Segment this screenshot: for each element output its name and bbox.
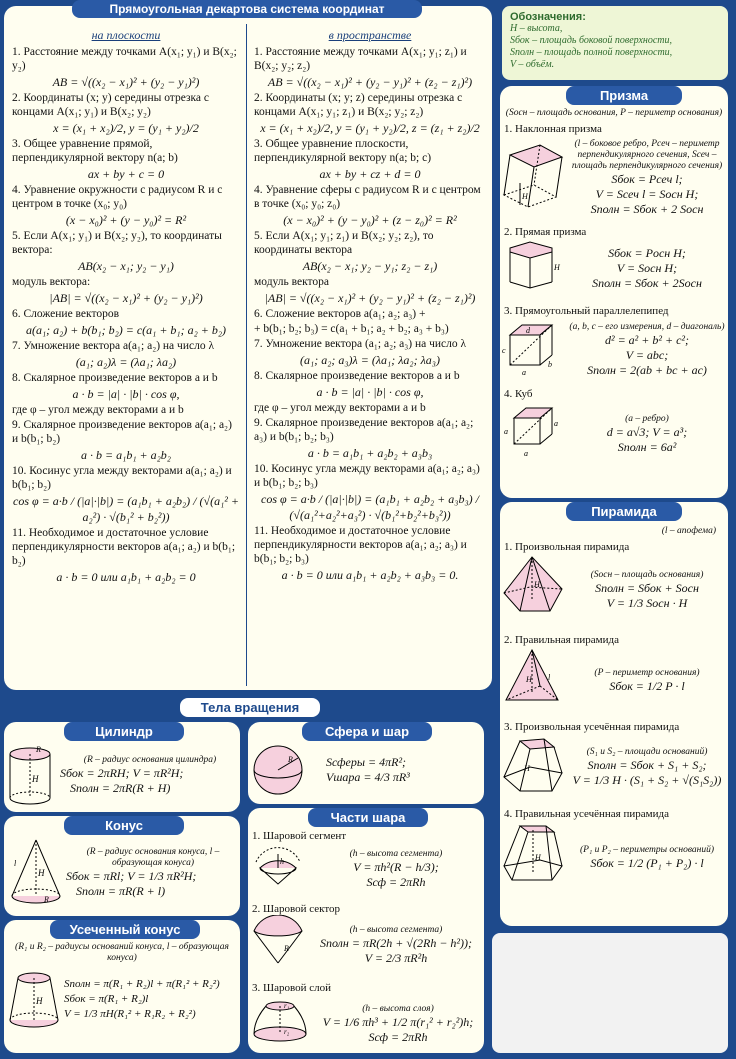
prism-item-note: (a, b, c – его измерения, d – диагональ) (569, 321, 725, 332)
svg-text:R: R (288, 755, 293, 764)
sphere-title: Сфера и шар (302, 722, 432, 741)
svg-text:H: H (38, 868, 45, 878)
formula: a · b = a₁b₁ + a₂b₂ + a₃b₃ (307, 446, 433, 460)
formula: AB(x₂ − x₁; y₂ − y₁; z₂ − z₁) (302, 259, 438, 273)
prism-item-name: 4. Куб (504, 388, 533, 400)
parts-formula: Sсф = 2πRh (368, 1030, 428, 1044)
prism-formula: Sполн = 2(ab + bc + ac) (587, 362, 707, 377)
formula-heading: 4. Уравнение сферы с радиусом R и с центром в точке (x₀; y₀; z₀) (254, 184, 481, 210)
svg-text:H: H (32, 774, 39, 784)
frustum-figure (4, 964, 64, 1034)
parts-figure (248, 994, 312, 1053)
formula-heading: 1. Расстояние между точками A(x₁; y₁) и B(x₂; y₂) (12, 46, 237, 72)
svg-text:R: R (44, 895, 49, 904)
pyramid-item-name: 2. Правильная пирамида (504, 634, 619, 646)
pyramid-figure (500, 733, 566, 802)
legend-line: Sполн – площадь полной поверхности, (510, 47, 673, 58)
pyramid-list (500, 541, 728, 895)
svg-text:l: l (14, 859, 17, 868)
plane-formula-list (12, 45, 240, 585)
pyramid-item-note: (Sосн – площадь основания) (590, 570, 704, 580)
formula: x = (x₁ + x₂)/2, y = (y₁ + y₂)/2, z = (z₁ + z₂)/2 (260, 121, 480, 135)
prism-item-note: (a – ребро) (625, 414, 669, 424)
formula-heading: 2. Координаты (x; y) середины отрезка с концами A(x₁; y₁) и B(x₂; y₂) (12, 92, 210, 118)
formula-heading: 9. Скалярное произведение векторов a(a₁; a₂; a₃) и b(b₁; b₂; b₃) (254, 417, 474, 443)
pyramid-item-note: (P – периметр основания) (594, 667, 700, 678)
formula: ax + by + c = 0 (87, 167, 165, 181)
parts-formula: V = 2/3 πR²h (364, 951, 428, 965)
formula: AB(x₂ − x₁; y₂ − y₁) (78, 259, 174, 273)
frustum-formula: Sбок = π(R₁ + R₂)l (64, 992, 149, 1005)
prism-formula: V = Sосн H; (616, 261, 678, 275)
formula-heading: 11. Необходимое и достаточное условие перпендикулярности векторов a(a₁; a₂) и b(b₁; b₂) (12, 527, 236, 567)
formula: a(a₁; a₂) + b(b₁; b₂) = c(a₁ + b₁; a₂ + b₂) (25, 323, 227, 337)
formula: (x − x₀)² + (y − y₀)² = R² (65, 213, 187, 227)
formula: AB = √((x₂ − x₁)² + (y₂ − y₁)²) (52, 75, 200, 89)
svg-text:H: H (534, 580, 540, 589)
formula: a · b = |a| · |b| · cos φ, (316, 385, 424, 399)
parts-item-name: 3. Шаровой слой (252, 982, 331, 994)
parts-item-name: 1. Шаровой сегмент (252, 830, 347, 842)
formula: cos φ = a·b / (|a|·|b|) = (a₁b₁ + a₂b₂) / (√(a₁² + a₂²) · √(b₁² + b₂²)) (13, 494, 239, 524)
cone-title: Конус (64, 816, 184, 835)
prism-list (500, 123, 728, 469)
legend-line: H – высота, (510, 23, 563, 34)
formula: |AB| = √((x₂ − x₁)² + (y₂ − y₁)² + (z₂ − z₁)²) (264, 291, 476, 305)
formula-heading: 8. Скалярное произведение векторов a и b (12, 372, 218, 384)
space-formula-list (254, 45, 486, 583)
svg-text:l: l (548, 673, 551, 682)
frustum-formula: Sполн = π(R₁ + R₂)l + π(R₁² + R₂²) (64, 977, 220, 990)
prism-formula: d² = a² + b² + c²; (604, 332, 689, 347)
svg-text:a: a (524, 449, 528, 458)
pyramid-item-note: (P₁ и P₂ – периметры оснований) (579, 844, 715, 855)
parts-formula: V = πh²(R − h/3); (353, 860, 439, 874)
formula-heading: 6. Сложение векторов (12, 308, 120, 320)
prism-figure (500, 400, 566, 469)
formula-heading: 7. Умножение вектора a(a₁; a₂) на число λ (12, 340, 215, 352)
formula-heading: 2. Координаты (x; y; z) середины отрезка с концами A(x₁; y₁; z₁) и B(x₂; y₂; z₂) (254, 92, 463, 118)
parts-list (248, 830, 484, 1053)
prism-item-name: 3. Прямоугольный параллелепипед (504, 305, 669, 317)
svg-text:a: a (522, 368, 526, 377)
svg-text:H: H (522, 192, 528, 201)
rotation-title: Тела вращения (180, 698, 320, 717)
svg-text:H: H (554, 263, 560, 272)
pyramid-item-note: (S₁ и S₂ – площади оснований) (586, 747, 708, 757)
prism-note: (Sосн – площадь основания, P – периметр основания) (505, 108, 723, 118)
page-title: Прямоугольная декартова система координат (72, 0, 422, 18)
formula: a · b = |a| · |b| · cos φ, (72, 387, 180, 401)
svg-text:R: R (284, 944, 289, 953)
sphere-formula: Sсферы = 4πR²; (326, 755, 407, 769)
frustum-panel (4, 920, 240, 1053)
pyramid-item (500, 721, 728, 802)
prism-formula: V = abc; (625, 347, 669, 362)
formula-heading: 11. Необходимое и достаточное условие перпендикулярности векторов a(a₁; a₂; a₃) и b(b₁; b₂; b₃) (254, 525, 467, 565)
svg-text:R: R (36, 745, 41, 754)
cone-formula: Sполн = πR(R + l) (76, 884, 166, 898)
prism-item (500, 305, 728, 382)
cone-formula: Sбок = πRl; V = 1/3 πR²H; (66, 869, 197, 883)
formula-heading: 10. Косинус угла между векторами a(a₁; a₂; a₃) и b(b₁; b₂; b₃) (254, 463, 480, 489)
formula-heading: 5. Если A(x₁; y₁; z₁) и B(x₂; y₂; z₂), то координаты вектора (254, 230, 434, 256)
parts-item-note: (h – высота сегмента) (349, 925, 443, 935)
prism-formula: Sполн = 6a² (617, 440, 677, 454)
parts-item (248, 903, 484, 976)
pyramid-formula: V = 1/3 Sосн · H (606, 596, 688, 610)
formula-heading: 3. Общее уравнение плоскости, перпендикулярной вектору n(a; b; c) (254, 138, 432, 164)
pyramid-note: (l – апофема) (661, 526, 716, 536)
pyramid-item (500, 808, 728, 895)
formula-heading: 10. Косинус угла между векторами a(a₁; a₂) и b(b₁; b₂) (12, 465, 232, 491)
formula: a · b = a₁b₁ + a₂b₂ (81, 448, 171, 462)
coordinates-panel (4, 6, 492, 690)
pyramid-item (500, 634, 728, 715)
pyramid-formula: Sполн = Sбок + Sосн (595, 581, 699, 595)
formula-heading: 5. Если A(x₁; y₁) и B(x₂; y₂), то координаты вектора: (12, 230, 222, 256)
svg-text:r₂: r₂ (284, 1028, 290, 1036)
svg-text:H: H (36, 996, 43, 1006)
cone-note: (R – радиус основания конуса, l – образующая конуса) (86, 847, 220, 868)
parts-item (248, 982, 484, 1053)
pyramid-figure (500, 820, 566, 895)
prism-figure (500, 135, 566, 220)
plane-subtitle: на плоскости (91, 28, 161, 42)
frustum-formula: V = 1/3 πH(R₁² + R₁R₂ + R₂²) (64, 1007, 196, 1020)
prism-item (500, 123, 728, 220)
pyramid-item-name: 3. Произвольная усечённая пирамида (504, 721, 680, 733)
cylinder-formula: Sбок = 2πRH; V = πR²H; (60, 765, 184, 780)
pyramid-item-name: 4. Правильная усечённая пирамида (504, 808, 669, 820)
formula: x = (x₁ + x₂)/2, y = (y₁ + y₂)/2 (53, 121, 199, 135)
pyramid-formula: Sбок = 1/2 P · l (609, 678, 685, 693)
formula-heading: модуль вектора: (12, 276, 91, 288)
formula-heading: 1. Расстояние между точками A(x₁; y₁; z₁) и B(x₂; y₂; z₂) (254, 46, 467, 72)
empty-panel (492, 933, 728, 1053)
formula: |AB| = √((x₂ − x₁)² + (y₂ − y₁)²) (49, 291, 203, 305)
cylinder-formula: Sполн = 2πR(R + H) (70, 780, 171, 795)
formula-heading: 8. Скалярное произведение векторов a и b (254, 370, 460, 382)
pyramid-item-name: 1. Произвольная пирамида (504, 541, 630, 553)
prism-formula: d = a√3; V = a³; (606, 425, 688, 439)
pyramid-formula: Sбок = 1/2 (P₁ + P₂) · l (590, 855, 704, 870)
space-column (254, 26, 486, 584)
prism-figure (500, 317, 566, 382)
svg-text:d: d (526, 326, 530, 335)
formula-heading: 4. Уравнение окружности с радиусом R и с центром в точке (x₀; y₀) (12, 184, 223, 210)
cylinder-figure (4, 742, 60, 808)
prism-formula: Sполн = Sбок + 2Sосн (592, 276, 702, 290)
formula-heading: 3. Общее уравнение прямой, перпендикулярной вектору n(a; b) (12, 138, 178, 164)
formula: AB = √((x₂ − x₁)² + (y₂ − y₁)² + (z₂ − z₁)²) (267, 75, 473, 89)
pyramid-figure (500, 553, 566, 628)
prism-item (500, 388, 728, 469)
parts-figure (248, 842, 308, 897)
prism-item-name: 2. Прямая призма (504, 226, 587, 238)
sphere-formula: Vшара = 4/3 πR³ (326, 770, 410, 784)
plane-column (12, 26, 240, 586)
parts-item-note: (h – высота сегмента) (349, 849, 443, 859)
pyramid-figure (500, 646, 566, 715)
parts-item-name: 2. Шаровой сектор (252, 903, 340, 915)
pyramid-title: Пирамида (566, 502, 682, 521)
svg-text:H: H (526, 675, 532, 684)
prism-formula: V = Sсеч l = Sосн H; (595, 186, 699, 201)
pyramid-formula: Sполн = Sбок + S₁ + S₂; (587, 758, 707, 772)
prism-item-name: 1. Наклонная призма (504, 123, 602, 135)
formula: (x − x₀)² + (y − y₀)² + (z − z₀)² = R² (283, 213, 457, 227)
formula: ax + by + cz + d = 0 (319, 167, 421, 181)
formula-heading: 6. Сложение векторов a(a₁; a₂; a₃) + (254, 308, 426, 320)
parts-panel (248, 808, 484, 1053)
space-subtitle: в пространстве (328, 28, 412, 42)
svg-text:r₁: r₁ (284, 1002, 290, 1010)
prism-figure (500, 238, 566, 299)
formula: a · b = 0 или a₁b₁ + a₂b₂ + a₃b₃ = 0. (281, 568, 459, 582)
legend-heading: Обозначения: (510, 11, 586, 23)
legend-line: Sбок – площадь боковой поверхности, (510, 35, 673, 46)
parts-formula: V = 1/6 πh³ + 1/2 π(r₁² + r₂²)h; (322, 1015, 474, 1029)
formula: a · b = 0 или a₁b₁ + a₂b₂ = 0 (56, 570, 196, 584)
parts-formula: Sсф = 2πRh (366, 875, 426, 889)
formula-heading: 9. Скалярное произведение векторов a(a₁; a₂) и b(b₁; b₂) (12, 419, 232, 445)
prism-item-note: (l – боковое ребро, Pсеч – периметр перпендикулярного сечения, Sсеч – площадь перпендикулярного сечения) (571, 138, 723, 171)
prism-panel (500, 86, 728, 498)
parts-figure (248, 915, 308, 976)
frustum-title: Усеченный конус (50, 920, 200, 939)
formula-heading: + b(b₁; b₂; b₃) = c(a₁ + b₁; a₂ + b₂; a₃ + b₃) (254, 323, 449, 335)
legend-line: V – объём. (510, 59, 555, 70)
svg-text:h: h (280, 857, 284, 866)
svg-text:a: a (554, 419, 558, 428)
formula: cos φ = a·b / (|a|·|b|) = (a₁b₁ + a₂b₂ + a₃b₃) / (√(a₁²+a₂²+a₃²) · √(b₁²+b₂²+b₃²)) (261, 492, 479, 522)
parts-item-note: (h – высота слоя) (362, 1004, 434, 1014)
formula-heading: где φ – угол между векторами a и b (12, 404, 184, 416)
formula-heading: модуль вектора (254, 276, 330, 288)
sphere-figure (248, 740, 310, 800)
svg-text:H: H (524, 764, 530, 773)
prism-formula: Sбок = Pосн H; (608, 246, 686, 260)
cylinder-note: (R – радиус основания цилиндра) (83, 754, 217, 765)
prism-item (500, 226, 728, 299)
formula-heading: 7. Умножение вектора (a₁; a₂; a₃) на число λ (254, 338, 467, 350)
svg-text:c: c (502, 346, 506, 355)
formula: (a₁; a₂; a₃)λ = (λa₁; λa₂; λa₃) (300, 353, 440, 367)
formula-heading: где φ – угол между векторами a и b (254, 402, 426, 414)
prism-formula: Sбок = Pсеч l; (611, 171, 683, 186)
parts-item (248, 830, 484, 897)
parts-formula: Sполн = πR(2h + √(2Rh − h²)); (319, 936, 472, 950)
column-divider (246, 24, 247, 686)
cone-figure (4, 836, 66, 910)
prism-formula: Sполн = Sбок + 2 Sосн (590, 201, 704, 216)
parts-title: Части шара (308, 808, 428, 827)
legend-box (502, 6, 728, 80)
pyramid-formula: V = 1/3 H · (S₁ + S₂ + √(S₁S₂)) (572, 773, 722, 787)
svg-text:b: b (548, 360, 552, 369)
cylinder-title: Цилиндр (64, 722, 184, 741)
svg-text:H: H (535, 853, 541, 862)
pyramid-item (500, 541, 728, 628)
formula: (a₁; a₂)λ = (λa₁; λa₂) (75, 355, 177, 369)
frustum-note: (R₁ и R₂ – радиусы оснований конуса, l – образующая конуса) (15, 942, 229, 963)
svg-text:a: a (504, 427, 508, 436)
pyramid-panel (500, 502, 728, 926)
prism-title: Призма (566, 86, 682, 105)
